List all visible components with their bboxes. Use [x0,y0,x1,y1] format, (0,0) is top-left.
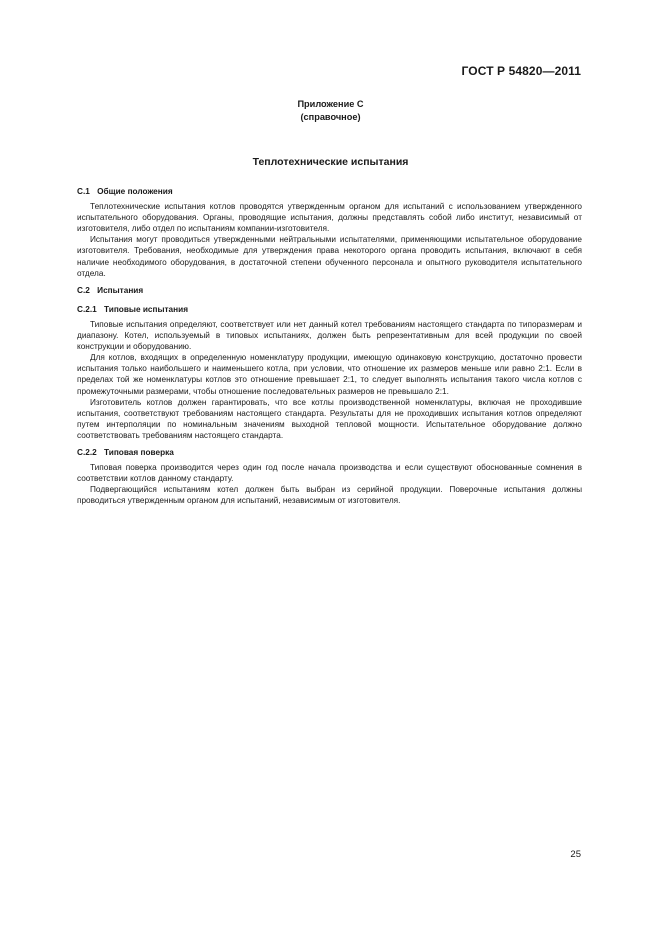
appendix-note: (справочное) [300,112,361,122]
section-heading-c2 [77,285,582,296]
page-title: Теплотехнические испытания [252,156,409,168]
section-title: Общие положения [97,187,173,196]
section-heading-c22 [77,447,582,458]
appendix-label: Приложение С [297,99,364,109]
section-heading-c1 [77,186,582,197]
paragraph: Подвергающийся испытаниям котел должен быть выбран из серийной продукции. Поверочные испытания должны проводиться утвержденным органом для испытаний, независимым от изготовителя. [77,485,582,506]
section-title: Испытания [97,285,144,295]
paragraph: Для котлов, входящих в определенную номенклатуру продукции, имеющую одинаковую конструкцию, достаточно провести испытания только наибольшего и наименьшего котла, при условии, что отношение их размеров меньше или равно 2:1. Если в пределах той же номенклатуры котлов это отношение превышает 2:1, то следует выполнять испытания такого числа котлов с промежуточными размерами, чтобы отношение последовательных размеров не превышало 2:1. [77,353,582,396]
section-number: С.1 [77,187,90,196]
section-number: С.2 [77,285,90,295]
section-number: С.2.1 [77,304,97,314]
document-body [77,186,582,506]
section-title: Типовые испытания [104,304,189,314]
paragraph: Типовые испытания определяют, соответствует или нет данный котел требованиям настоящего стандарта по типоразмерам и диапазону. Котел, используемый в типовых испытаниях, должен быть репрезентативным для всей продукции по своей конструкции и оборудованию. [77,319,582,352]
appendix-block [0,98,661,124]
section-title: Типовая поверка [104,447,174,457]
paragraph: Изготовитель котлов должен гарантировать, что все котлы производственной номенклатуры, включая не проходившие испытания, соответствуют требованиям настоящего стандарта. Результаты для не проходивших испытания котлов определяют путем интерполяции по номинальным значениям выходной тепловой мощности. Испытательное оборудование должно соответствовать требованиям настоящего стандарта. [77,397,582,440]
paragraph: Типовая поверка производится через один год после начала производства и если существуют обоснованные сомнения в соответствии котлов данному стандарту. [77,463,582,484]
paragraph: Теплотехнические испытания котлов проводятся утвержденным органом для испытаний с использованием утвержденного испытательного оборудования. Органы, проводящие испытания, должны представлять собой либо институт, независимый от изготовителя, либо отдел по испытаниям компании-изготовителя. [77,202,582,234]
section-number: С.2.2 [77,447,97,457]
section-heading-c21 [77,304,582,315]
page-number: 25 [570,849,581,860]
document-standard-header: ГОСТ Р 54820—2011 [461,64,581,78]
paragraph: Испытания могут проводиться утвержденными нейтральными испытателями, применяющими испытательное оборудование изготовителя. Требования, необходимые для утверждения права некоторого органа проводить испытания, включают в себя наличие необходимого оборудования, в достаточной степени обученного персонала и опытного руководителя испытательного отдела. [77,235,582,278]
